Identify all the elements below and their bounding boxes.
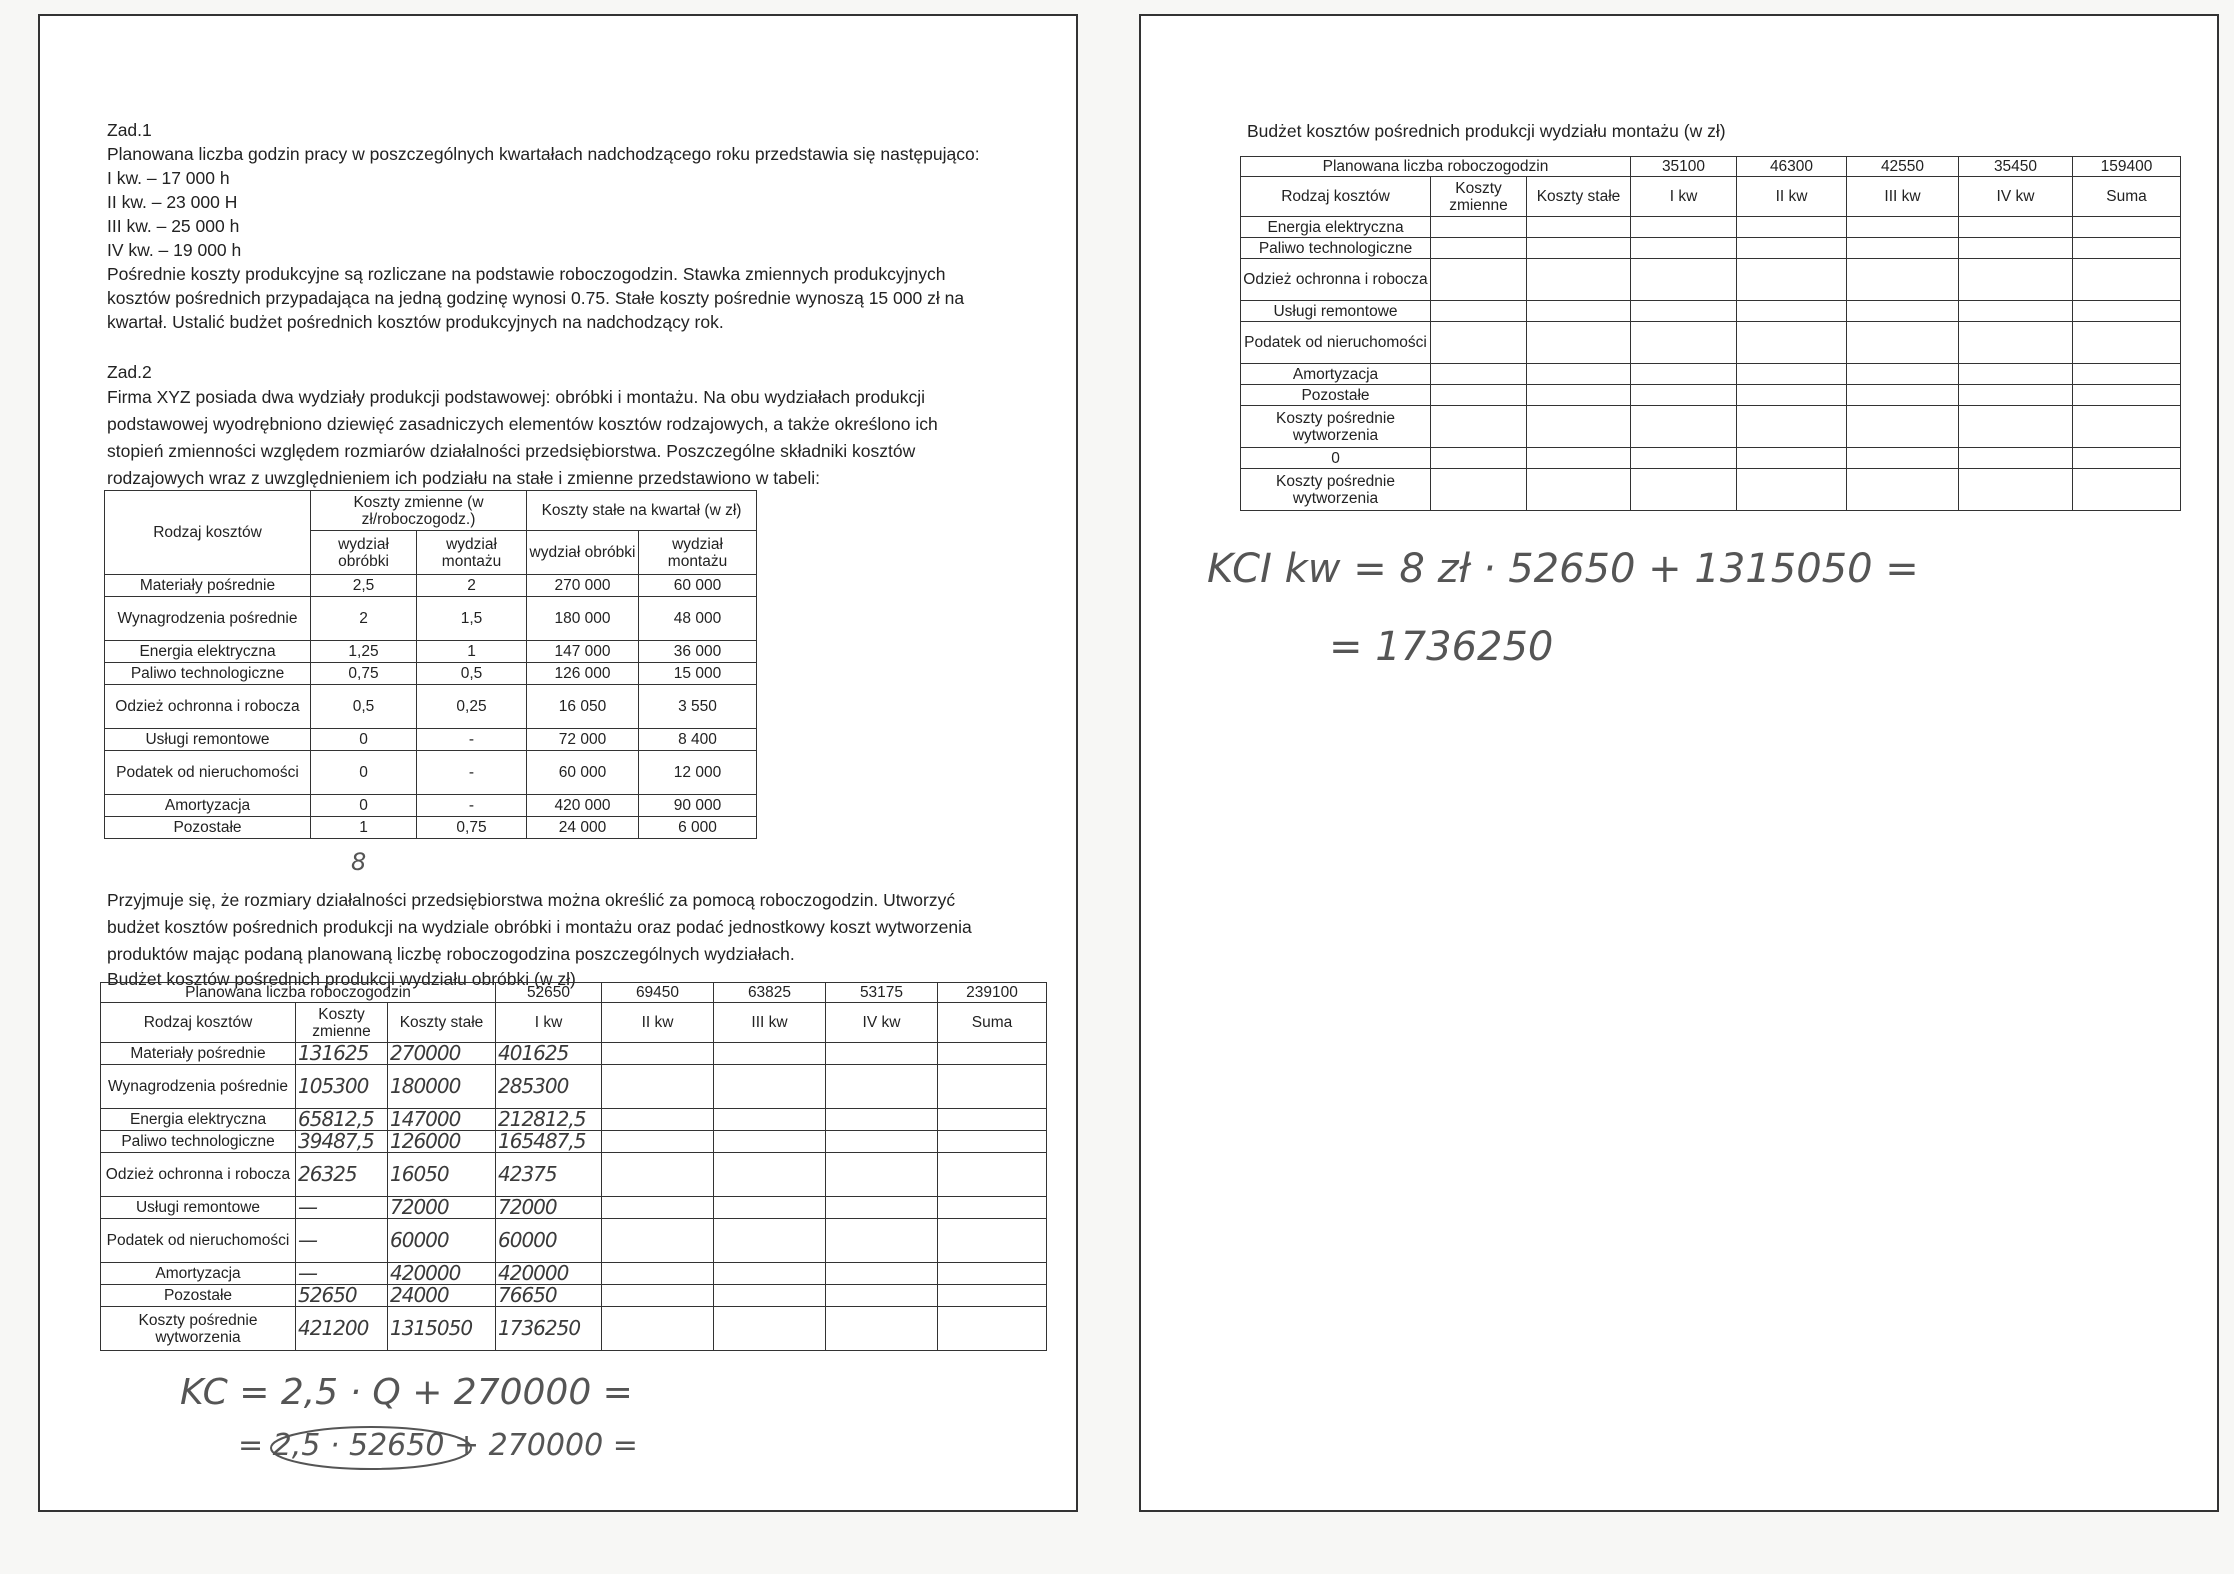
empty-cell: [826, 1197, 938, 1219]
header-sum: Suma: [938, 1003, 1047, 1043]
row-label: Pozostałe: [1241, 385, 1431, 406]
q1-cost-cell: 1736250: [496, 1307, 602, 1351]
planned-hours-label: Planowana liczba roboczogodzin: [1241, 157, 1631, 177]
task1-body-3: kwartał. Ustalić budżet pośrednich kosztów produkcyjnych na nadchodzący rok.: [107, 312, 724, 332]
empty-cell: [938, 1131, 1047, 1153]
row-label: Energia elektryczna: [101, 1109, 296, 1131]
variable-cost-cell: 39487,5: [296, 1131, 388, 1153]
table-row: [101, 1219, 1047, 1263]
planned-hours-q2: 69450: [602, 983, 714, 1003]
left-page: [38, 14, 1078, 1512]
empty-cell: [714, 1153, 826, 1197]
cell: 0,75: [311, 663, 417, 685]
task1-hours-1: I kw. – 17 000 h: [107, 168, 230, 188]
header-q2: II kw: [1737, 177, 1847, 217]
empty-cell: [826, 1219, 938, 1263]
circle-annotation: [266, 1422, 476, 1474]
empty-cell: [826, 1065, 938, 1109]
cost-table-header-dept1: wydział obróbki: [311, 531, 417, 575]
row-label: 0: [1241, 448, 1431, 469]
variable-cost-cell: 26325: [296, 1153, 388, 1197]
cell: 1: [311, 817, 417, 839]
fixed-cost-cell: 1315050: [388, 1307, 496, 1351]
row-label: Koszty pośrednie wytworzenia: [1241, 469, 1431, 511]
empty-cell: [938, 1307, 1047, 1351]
right-page: [1139, 14, 2219, 1512]
empty-cell: [826, 1285, 938, 1307]
cell: -: [417, 729, 527, 751]
fixed-cost-cell: 16050: [388, 1153, 496, 1197]
row-label: Energia elektryczna: [105, 641, 311, 663]
cell: 1,5: [417, 597, 527, 641]
task1-intro: Planowana liczba godzin pracy w poszczególnych kwartałach nadchodzącego roku przedstawia się następująco:: [107, 144, 980, 164]
cell: -: [417, 751, 527, 795]
q1-cost-cell: 401625: [496, 1043, 602, 1065]
empty-cell: [938, 1219, 1047, 1263]
planned-hours-label: Planowana liczba roboczogodzin: [101, 983, 496, 1003]
table-row: [1241, 448, 2181, 469]
q1-cost-cell: 212812,5: [496, 1109, 602, 1131]
row-label: Usługi remontowe: [101, 1197, 296, 1219]
cost-structure-table: [104, 490, 757, 839]
fixed-cost-cell: 180000: [388, 1065, 496, 1109]
budget-montazu-title: Budżet kosztów pośrednich produkcji wydziału montażu (w zł): [1247, 121, 1726, 141]
empty-cell: [714, 1263, 826, 1285]
table-row: [105, 729, 757, 751]
table-row: [1241, 364, 2181, 385]
row-label: Koszty pośrednie wytworzenia: [101, 1307, 296, 1351]
table-row: [105, 685, 757, 729]
cell: 0: [311, 751, 417, 795]
table-row: [101, 1043, 1047, 1065]
fixed-cost-cell: 270000: [388, 1043, 496, 1065]
q1-cost-cell: 72000: [496, 1197, 602, 1219]
table-row: [1241, 238, 2181, 259]
empty-cell: [602, 1043, 714, 1065]
row-label: Wynagrodzenia pośrednie: [105, 597, 311, 641]
task1-body-1: Pośrednie koszty produkcyjne są rozliczane na podstawie roboczogodzin. Stawka zmiennych produkcyjnych: [107, 264, 946, 284]
empty-cell: [938, 1065, 1047, 1109]
cell: 90 000: [639, 795, 757, 817]
cost-table-header-fixed: Koszty stałe na kwartał (w zł): [527, 491, 757, 531]
planned-hours-q1: 52650: [496, 983, 602, 1003]
cell: 1: [417, 641, 527, 663]
row-label: Usługi remontowe: [1241, 301, 1431, 322]
task1-title: Zad.1: [107, 120, 152, 140]
cell: 6 000: [639, 817, 757, 839]
task2-after-1: Przyjmuje się, że rozmiary działalności przedsiębiorstwa można określić za pomocą roboczogodzin. Utworzyć: [107, 890, 956, 910]
empty-cell: [938, 1109, 1047, 1131]
row-label: Podatek od nieruchomości: [101, 1219, 296, 1263]
cell: 24 000: [527, 817, 639, 839]
planned-hours-q3: 63825: [714, 983, 826, 1003]
fixed-cost-cell: 420000: [388, 1263, 496, 1285]
fixed-cost-cell: 72000: [388, 1197, 496, 1219]
table-row: [101, 1131, 1047, 1153]
variable-cost-cell: —: [296, 1263, 388, 1285]
cell: 8 400: [639, 729, 757, 751]
cost-table-header-dept2: wydział montażu: [417, 531, 527, 575]
cell: 180 000: [527, 597, 639, 641]
handwritten-formula-2: = 2,5 · 52650 + 270000 =: [238, 1428, 638, 1463]
cell: 15 000: [639, 663, 757, 685]
empty-cell: [714, 1043, 826, 1065]
task2-after-2: budżet kosztów pośrednich produkcji na wydziale obróbki i montażu oraz podać jednostkowy koszt wytworzenia: [107, 917, 972, 937]
cell: 2,5: [311, 575, 417, 597]
cost-table-header-dept1-fixed: wydział obróbki: [527, 531, 639, 575]
task1-hours-4: IV kw. – 19 000 h: [107, 240, 242, 260]
cell: 420 000: [527, 795, 639, 817]
empty-cell: [826, 1153, 938, 1197]
table-row: [101, 1109, 1047, 1131]
table-row: [105, 641, 757, 663]
empty-cell: [602, 1109, 714, 1131]
empty-cell: [602, 1285, 714, 1307]
empty-cell: [938, 1263, 1047, 1285]
empty-cell: [602, 1197, 714, 1219]
header-type: Rodzaj kosztów: [1241, 177, 1431, 217]
empty-cell: [602, 1131, 714, 1153]
empty-cell: [938, 1197, 1047, 1219]
row-label: Amortyzacja: [105, 795, 311, 817]
cell: -: [417, 795, 527, 817]
table-row: [101, 1285, 1047, 1307]
empty-cell: [602, 1263, 714, 1285]
planned-hours-q4: 53175: [826, 983, 938, 1003]
budget-montazu-table: [1240, 156, 2181, 511]
table-row: [1241, 322, 2181, 364]
task2-body-2: podstawowej wyodrębniono dziewięć zasadniczych elementów kosztów rodzajowych, a także określono ich: [107, 414, 938, 434]
table-row: [1241, 469, 2181, 511]
cell: 72 000: [527, 729, 639, 751]
cell: 12 000: [639, 751, 757, 795]
fixed-cost-cell: 126000: [388, 1131, 496, 1153]
empty-cell: [714, 1307, 826, 1351]
row-label: Odzież ochronna i robocza: [105, 685, 311, 729]
cell: 36 000: [639, 641, 757, 663]
fixed-cost-cell: 147000: [388, 1109, 496, 1131]
handwritten-formula-1: KC = 2,5 · Q + 270000 =: [180, 1372, 633, 1413]
header-q3: III kw: [1847, 177, 1959, 217]
handwritten-formula-right-2: = 1736250: [1329, 624, 1554, 670]
cell: 270 000: [527, 575, 639, 597]
row-label: Koszty pośrednie wytworzenia: [1241, 406, 1431, 448]
table-row: [105, 663, 757, 685]
row-label: Amortyzacja: [1241, 364, 1431, 385]
task2-body-1: Firma XYZ posiada dwa wydziały produkcji podstawowej: obróbki i montażu. Na obu wydziałach produkcji: [107, 387, 926, 407]
cell: 0,75: [417, 817, 527, 839]
cell: 2: [311, 597, 417, 641]
cell: 0: [311, 729, 417, 751]
variable-cost-cell: 52650: [296, 1285, 388, 1307]
table-row: [1241, 217, 2181, 238]
empty-cell: [826, 1263, 938, 1285]
header-fixed: Koszty stałe: [388, 1003, 496, 1043]
q1-cost-cell: 420000: [496, 1263, 602, 1285]
cost-table-header-type: Rodzaj kosztów: [105, 491, 311, 575]
row-label: Podatek od nieruchomości: [1241, 322, 1431, 364]
task2-body-4: rodzajowych wraz z uwzględnieniem ich podziału na stałe i zmienne przedstawiono w tabeli:: [107, 468, 821, 488]
empty-cell: [714, 1197, 826, 1219]
table-row: [101, 1153, 1047, 1197]
table-row: [101, 1197, 1047, 1219]
cell: 60 000: [527, 751, 639, 795]
header-sum: Suma: [2073, 177, 2181, 217]
cell: 16 050: [527, 685, 639, 729]
table-row: [1241, 301, 2181, 322]
variable-cost-cell: 105300: [296, 1065, 388, 1109]
header-variable: Koszty zmienne: [296, 1003, 388, 1043]
variable-cost-cell: 421200: [296, 1307, 388, 1351]
task1-body-2: kosztów pośrednich przypadająca na jedną godzinę wynosi 0.75. Stałe koszty pośrednie wynoszą 15 000 zł na: [107, 288, 965, 308]
task1-hours-3: III kw. – 25 000 h: [107, 216, 240, 236]
cell: 0,5: [311, 685, 417, 729]
table-row: [101, 1065, 1047, 1109]
cell: 147 000: [527, 641, 639, 663]
empty-cell: [714, 1219, 826, 1263]
handwritten-mark: 8: [351, 848, 367, 876]
header-variable: Koszty zmienne: [1431, 177, 1527, 217]
header-q1: I kw: [496, 1003, 602, 1043]
task2-body-3: stopień zmienności względem rozmiarów działalności przedsiębiorstwa. Poszczególne składniki kosztów: [107, 441, 916, 461]
cell: 126 000: [527, 663, 639, 685]
empty-cell: [826, 1307, 938, 1351]
row-label: Odzież ochronna i robocza: [1241, 259, 1431, 301]
row-label: Usługi remontowe: [105, 729, 311, 751]
header-q4: IV kw: [1959, 177, 2073, 217]
q1-cost-cell: 76650: [496, 1285, 602, 1307]
table-row: [101, 1307, 1047, 1351]
empty-cell: [826, 1109, 938, 1131]
task1-hours-2: II kw. – 23 000 H: [107, 192, 238, 212]
header-q1: I kw: [1631, 177, 1737, 217]
fixed-cost-cell: 24000: [388, 1285, 496, 1307]
planned-hours-sum: 159400: [2073, 157, 2181, 177]
table-row: [105, 597, 757, 641]
q1-cost-cell: 285300: [496, 1065, 602, 1109]
cell: 60 000: [639, 575, 757, 597]
row-label: Paliwo technologiczne: [1241, 238, 1431, 259]
cell: 48 000: [639, 597, 757, 641]
row-label: Energia elektryczna: [1241, 217, 1431, 238]
cost-table-header-variable: Koszty zmienne (w zł/roboczogodz.): [311, 491, 527, 531]
table-row: [105, 751, 757, 795]
cell: 3 550: [639, 685, 757, 729]
empty-cell: [714, 1131, 826, 1153]
row-label: Pozostałe: [105, 817, 311, 839]
budget-obrobki-table: [100, 982, 1047, 1351]
row-label: Odzież ochronna i robocza: [101, 1153, 296, 1197]
planned-hours-sum: 239100: [938, 983, 1047, 1003]
table-row: [105, 575, 757, 597]
planned-hours-q1: 35100: [1631, 157, 1737, 177]
header-q2: II kw: [602, 1003, 714, 1043]
row-label: Wynagrodzenia pośrednie: [101, 1065, 296, 1109]
row-label: Pozostałe: [101, 1285, 296, 1307]
row-label: Materiały pośrednie: [105, 575, 311, 597]
q1-cost-cell: 165487,5: [496, 1131, 602, 1153]
header-q3: III kw: [714, 1003, 826, 1043]
variable-cost-cell: 65812,5: [296, 1109, 388, 1131]
variable-cost-cell: —: [296, 1197, 388, 1219]
table-row: [105, 795, 757, 817]
row-label: Podatek od nieruchomości: [105, 751, 311, 795]
empty-cell: [602, 1219, 714, 1263]
q1-cost-cell: 42375: [496, 1153, 602, 1197]
empty-cell: [602, 1153, 714, 1197]
header-type: Rodzaj kosztów: [101, 1003, 296, 1043]
cost-table-header-dept2-fixed: wydział montażu: [639, 531, 757, 575]
empty-cell: [938, 1153, 1047, 1197]
cell: 2: [417, 575, 527, 597]
row-label: Paliwo technologiczne: [101, 1131, 296, 1153]
cell: 0,25: [417, 685, 527, 729]
planned-hours-q4: 35450: [1959, 157, 2073, 177]
empty-cell: [714, 1285, 826, 1307]
table-row: [1241, 385, 2181, 406]
q1-cost-cell: 60000: [496, 1219, 602, 1263]
row-label: Amortyzacja: [101, 1263, 296, 1285]
cell: 0,5: [417, 663, 527, 685]
empty-cell: [602, 1065, 714, 1109]
empty-cell: [714, 1109, 826, 1131]
empty-cell: [938, 1043, 1047, 1065]
planned-hours-q3: 42550: [1847, 157, 1959, 177]
table-row: [1241, 406, 2181, 448]
table-row: [101, 1263, 1047, 1285]
header-fixed: Koszty stałe: [1527, 177, 1631, 217]
empty-cell: [714, 1065, 826, 1109]
planned-hours-q2: 46300: [1737, 157, 1847, 177]
table-row: [105, 817, 757, 839]
row-label: Paliwo technologiczne: [105, 663, 311, 685]
variable-cost-cell: 131625: [296, 1043, 388, 1065]
fixed-cost-cell: 60000: [388, 1219, 496, 1263]
header-q4: IV kw: [826, 1003, 938, 1043]
task2-after-3: produktów mając podaną planowaną liczbę roboczogodzina poszczególnych wydziałach.: [107, 944, 795, 964]
handwritten-formula-right-1: KCI kw = 8 zł · 52650 + 1315050 =: [1207, 546, 1919, 592]
cell: 1,25: [311, 641, 417, 663]
empty-cell: [826, 1043, 938, 1065]
variable-cost-cell: —: [296, 1219, 388, 1263]
cell: 0: [311, 795, 417, 817]
empty-cell: [602, 1307, 714, 1351]
task2-title: Zad.2: [107, 362, 152, 382]
budget-obrobki-title: Budżet kosztów pośrednich produkcji wydziału obróbki (w zł): [107, 969, 576, 989]
row-label: Materiały pośrednie: [101, 1043, 296, 1065]
empty-cell: [938, 1285, 1047, 1307]
empty-cell: [826, 1131, 938, 1153]
table-row: [1241, 259, 2181, 301]
